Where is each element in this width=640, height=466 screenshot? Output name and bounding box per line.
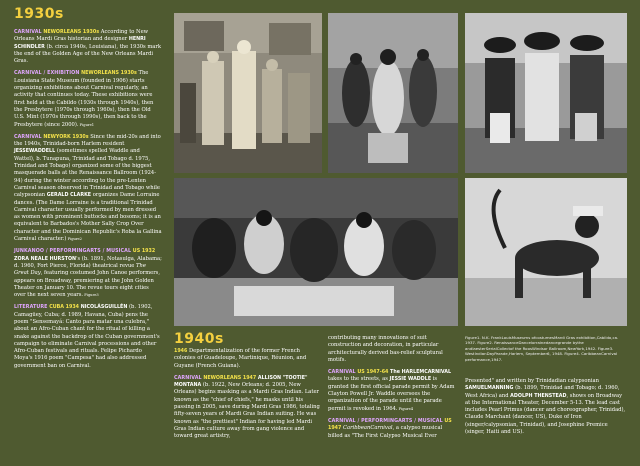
entry-location: US 1932 — [132, 249, 156, 255]
entry-tag: CARNIVAL — [14, 134, 42, 140]
entry-name: ZORA NEALE HURSTON — [14, 256, 77, 262]
entry-harlem-carnival — [328, 369, 458, 413]
entry-text: , shows on Broadway at the International Theater, December 5-13. The lead cast includes Pearl Primus (dancer and choreographer, Trinidad), Claude Marchant (dancer, US), Duke of Iron (singer/calypsonian, Trinidad), and Josephine Premice (singer, Haiti and US). — [465, 392, 626, 436]
column-1940s-middle — [328, 335, 458, 445]
entry-title: The Great Day — [14, 262, 146, 277]
entry-departmentalization-1946 — [174, 348, 322, 370]
entry-text: organizes Dame Lorraine dances. (The Dame Lorraine is a traditional Trinidad Carnival character usually performed by men dressed as women with prominent buttocks and bosoms; it is an equivalent to Barbados's Mother Sally Crop Over character and the Dominican Republic's Roba la Gallina Carnival character.) — [14, 192, 162, 243]
entry-location: US 1947 — [328, 418, 452, 432]
entry-text: , a calypso musical billed as "The First Calypso Musical Ever — [328, 425, 443, 439]
entry-neworleans-1930s — [14, 29, 162, 65]
section-title-1940s: 1940s — [174, 331, 224, 347]
entry-text: contributing many innovations of suit construction and decoration, in particular architecturally derived bas-relief sculptural motifs. — [328, 335, 443, 363]
figure-ref: Figure1 — [78, 122, 95, 127]
entry-name: ALLISON "TOOTIE" MONTANA — [174, 375, 308, 389]
entry-location: NEWORLEANS 1930s — [43, 30, 100, 35]
entry-location: NEWORLEANS 1947 — [203, 375, 257, 381]
entry-literature-1934 — [14, 304, 162, 370]
section-title-1930s: 1930s — [14, 6, 64, 22]
photo-stage-performer — [465, 178, 627, 326]
entry-name: GERALD CLARKE — [46, 193, 92, 199]
photo-street-parade — [328, 13, 458, 173]
photo-costumed-performers — [465, 13, 627, 173]
entry-location: CUBA 1934 — [49, 305, 80, 311]
entry-location: NEWYORK 1930s — [43, 134, 89, 140]
column-1930s — [14, 29, 162, 375]
figure-ref: Figure3 — [83, 293, 99, 298]
entry-text: (sometimes spelled Waddle and Wattel), b. Tunapuna, Trinidad and Tobago d. 1975, Trinidad and Tobago) organized some of the biggest masquerade balls at the Renaissance Ballroom (1924-94) during the winter according to the pre-Lenten Carnival season observed in Trinidad and Tobago while calypsonian — [14, 148, 160, 199]
entry-caribbean-carnival-continued — [465, 378, 627, 436]
entry-tag: LITERATURE — [14, 305, 48, 311]
entry-tag: JUNKANOO / PERFORMINGARTS / MUSICAL — [14, 249, 132, 255]
entry-tag: CARNIVAL / PERFORMINGARTS / MUSICAL — [328, 418, 443, 424]
entry-montana-1947 — [174, 375, 322, 441]
entry-tag: CARNIVAL — [174, 375, 202, 381]
figure-captions: Figure1. N.K. FrankLouisMuseums ofcostumesMardi Gras exhibition,Cabildo,ca. 1937. Figure2. RenaissanceDancelorrainedancegrande bythe andlaesterSerialCollectof the RoosWindsor Ballroom,NewYork,1942. Figure3. WestIndianDayParade,Harlem, September6, 1948. Figure4. CaribbeanCarnival performance,1947. — [465, 335, 619, 362]
entry-tag: CARNIVAL / EXHIBITION — [14, 71, 80, 77]
photo-museum-costumes — [174, 13, 322, 173]
entry-exhibition-1930s — [14, 70, 162, 128]
figure-ref: Figure2 — [66, 237, 82, 242]
entry-text: takes to the streets, as — [328, 376, 390, 383]
entry-title: CaribbeanCarnival — [341, 425, 393, 432]
entry-year: 1946 — [174, 349, 188, 354]
entry-name: ADOLPH THENSTEAD — [510, 393, 567, 399]
entry-name: HENRI SCHINDLER — [14, 37, 146, 50]
entry-location: US 1947-64 — [357, 370, 389, 376]
entry-text: Departmentalization of the former French colonies of Guadeloupe, Martinique, Réunion, and Guyane (French Guiana). — [174, 348, 307, 369]
column-1940s-left — [174, 348, 322, 446]
entry-caribbean-carnival-1947 — [328, 418, 458, 440]
entry-text: According to New Orleans Mardi Gras historian and designer — [14, 29, 149, 43]
entry-text: (b. 1902, Camagüey, Cuba; d. 1989, Havana, Cuba) pens the poem "Sensemayá: Canto para matar una culebra," about an Afro-Cuban chant for the ritual of killing a snake against the backdrop of the Cuban government's campaign to eliminate Carnival processions and other Afro-Cuban festivals and rituals. Felipe Pichardo Moya's 1916 poem "Campesa" had also addressed government ban on Carnival. — [14, 304, 160, 369]
entry-name: NICOLÁSGUILLÉN — [79, 305, 128, 311]
entry-name: SAMUELMANNING — [465, 386, 514, 392]
entry-text: is granted the first official parade permit by Adam Clayton Powell Jr. Waddle oversees the organization of the parade until the parade permit is revoked in 1964. — [328, 376, 455, 412]
entry-junkanoo-1932 — [14, 248, 162, 299]
entry-newyork-1930s — [14, 134, 162, 243]
entry-text: (b. circa 1940s, Louisiana), the 1930s mark the end of the Golden Age of the New Orleans Mardi Gras. — [14, 43, 161, 65]
entry-name: JESSIE WADDLE — [389, 377, 432, 383]
entry-text: 's (b. 1891, Notasulga, Alabama; d. 1960, Fort Pierce, Florida) theatrical revue — [14, 255, 162, 269]
entry-location: NEWORLEANS 1930s — [81, 71, 137, 77]
entry-tag: CARNIVAL — [328, 370, 356, 376]
entry-text: (b. 1922, New Orleans; d. 2005, New Orleans) begins masking as a Mardi Gras Indian. Later known as the "chief of chiefs," he masks until his passing in 2005, save during Mardi Gras 1986, totaling fifty-seven years of Mardi Gras Indian suiting. He was known as "the prettiest" Indian for having led Mardi Gras Indian culture away from gang violence and toward great artistry, — [174, 382, 320, 440]
entry-text: Presented" and written by Trinidadian calypsonian — [465, 378, 599, 384]
photo-ballroom-gathering — [174, 178, 458, 326]
entry-name: The HARLEMCARNIVAL — [388, 370, 452, 376]
column-1940s-right — [465, 378, 627, 441]
entry-text: The Louisiana State Museum (founded in 1906) starts organizing exhibitions about Carnival regularly, an activity that continues today. These exhibitions were first held at the Cabildo (1930s through 1940s), then the Presbytere (1970s through 1960s), then the Old U.S. Mint (1970s through 1990s), then back to the Presbytere (since 2000). — [14, 70, 154, 128]
entry-text: (b. 1899, Trinidad and Tobago; d. 1960, West Africa) and — [465, 385, 620, 399]
entry-text: , featuring costumed John Canoe performers, appears on Broadway, premiering at the John Golden Theater on January 10. The revue tours eight cities over the next seven years. — [14, 270, 160, 299]
entry-montana-continued — [328, 335, 458, 364]
entry-tag: CARNIVAL — [14, 30, 42, 35]
entry-text: Since the mid-20s and into the 1940s, Trinidad-born Harlem resident — [14, 133, 161, 148]
entry-name: JESSEWADDELL — [14, 149, 56, 155]
figure-ref: Figure4 — [397, 406, 413, 411]
